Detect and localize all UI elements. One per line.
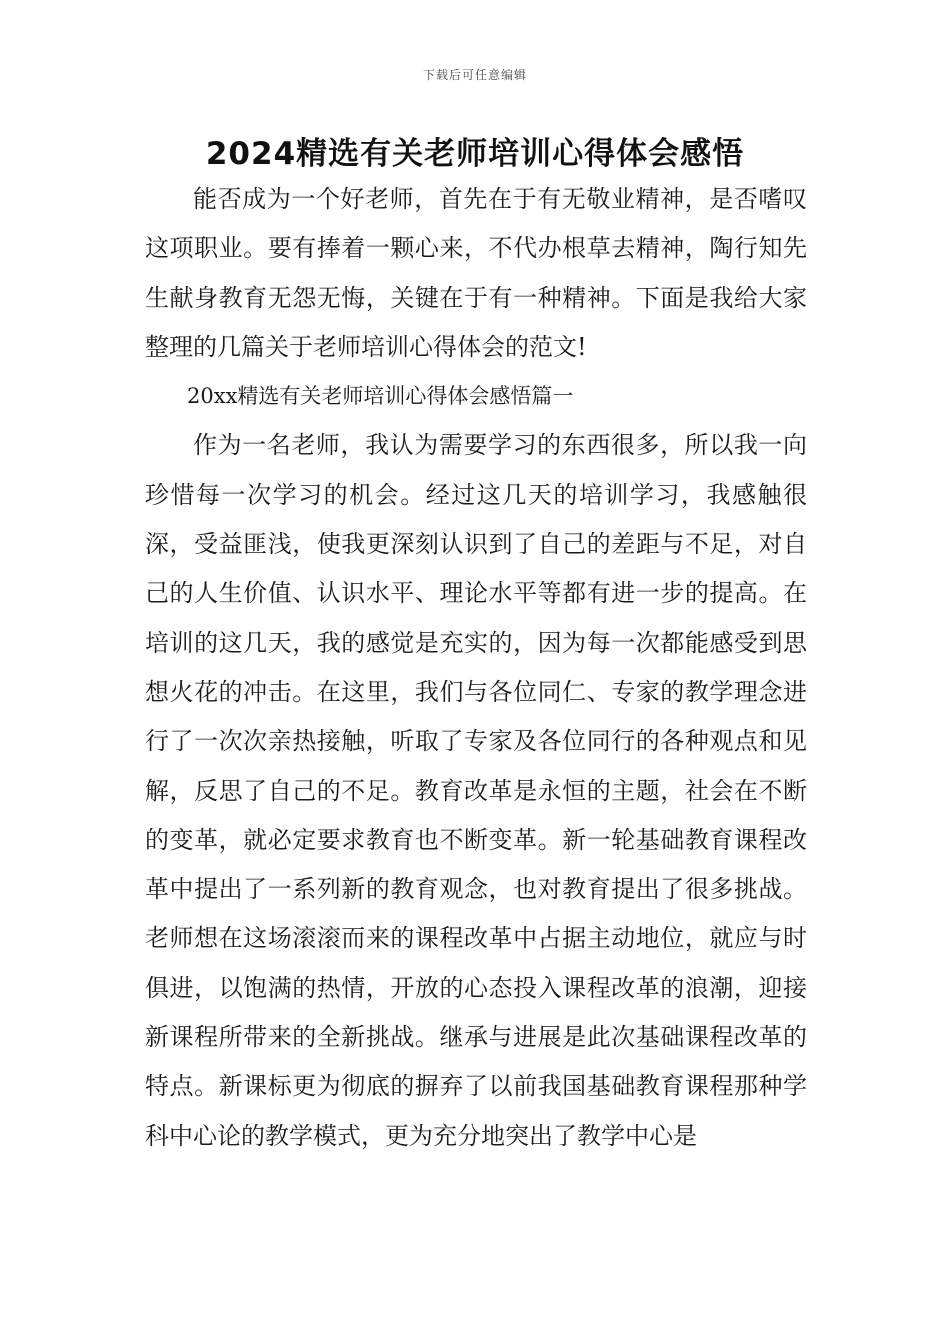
- document-title: 2024精选有关老师培训心得体会感悟: [205, 136, 745, 172]
- body-paragraph: 作为一名老师，我认为需要学习的东西很多，所以我一向珍惜每一次学习的机会。经过这几天的培训学习，我感触很深，受益匪浅，使我更深刻认识到了自己的差距与不足，对自己的人生价值、认识水平、理论水平等都有进一步的提高。在培训的这几天，我的感觉是充实的，因为每一次都能感受到思想火花的冲击。在这里，我们与各位同仁、专家的教学理念进行了一次次亲热接触，听取了专家及各位同行的各种观点和见解，反思了自己的不足。教育改革是永恒的主题，社会在不断的变革，就必定要求教育也不断变革。新一轮基础教育课程改革中提出了一系列新的教育观念，也对教育提出了很多挑战。老师想在这场滚滚而来的课程改革中占据主动地位，就应与时俱进，以饱满的热情，开放的心态投入课程改革的浪潮，迎接新课程所带来的全新挑战。继承与进展是此次基础课程改革的特点。新课标更为彻底的摒弃了以前我国基础教育课程那种学科中心论的教学模式，更为充分地突出了教学中心是: [145, 431, 807, 1150]
- header-note: 下载后可任意编辑: [422, 68, 527, 82]
- section-heading: 20xx精选有关老师培训心得体会感悟篇一: [187, 384, 574, 409]
- document-body: [145, 175, 807, 1161]
- intro-paragraph: 能否成为一个好老师，首先在于有无敬业精神，是否嗜叹这项职业。要有捧着一颗心来，不代办根草去精神，陶行知先生献身教育无怨无悔，关键在于有一种精神。下面是我给大家整理的几篇关于老师培训心得体会的范文!: [145, 185, 807, 361]
